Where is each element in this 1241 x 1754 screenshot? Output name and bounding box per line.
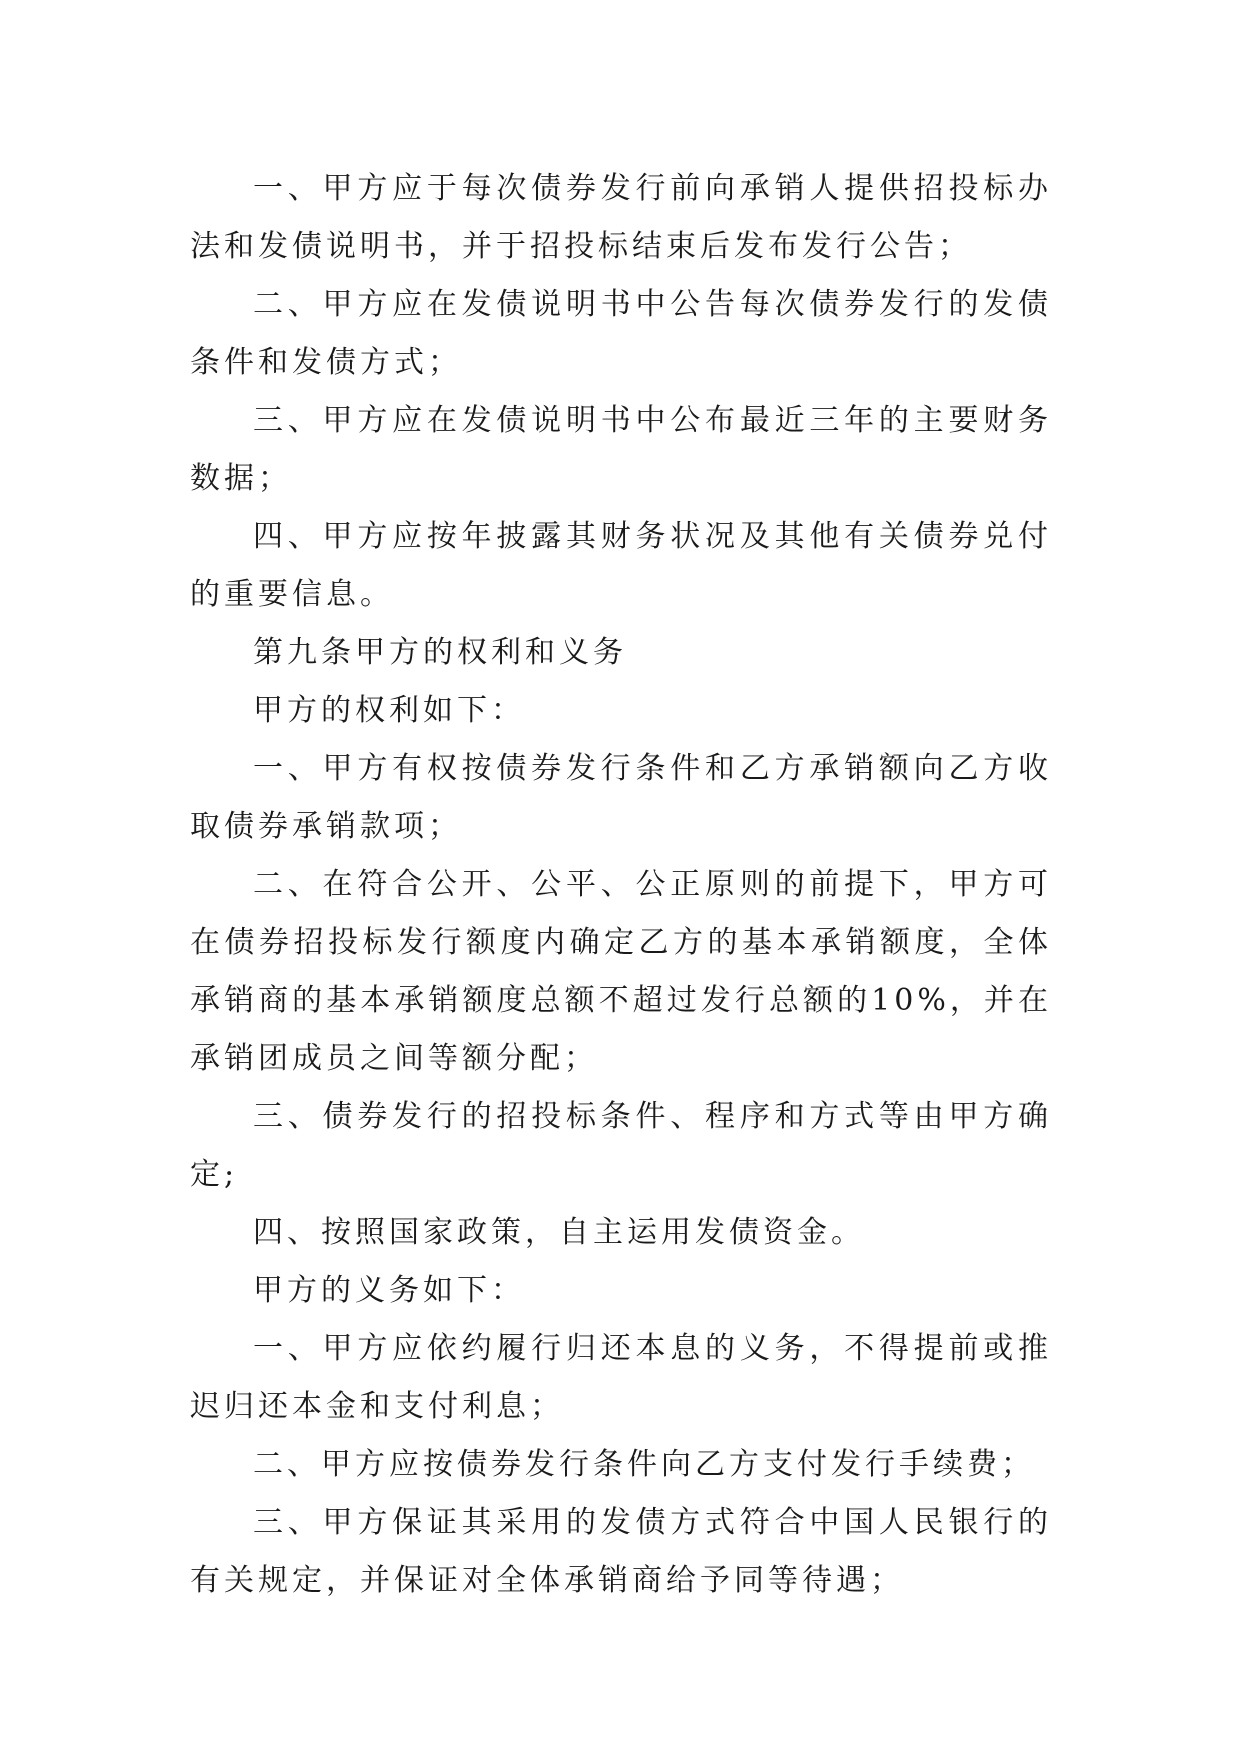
obligation-item-2: 二、甲方应按债券发行条件向乙方支付发行手续费；	[253, 1447, 1035, 1482]
right-item-1: 一、甲方有权按债券发行条件和乙方承销额向乙方收取债券承销款项；	[190, 751, 1052, 844]
paragraph-1: 一、甲方应于每次债券发行前向承销人提供招投标办法和发债说明书，并于招投标结束后发布发行公告；	[190, 171, 1052, 264]
rights-intro: 甲方的权利如下：	[253, 693, 525, 728]
paragraph-4: 四、甲方应按年披露其财务状况及其他有关债券兑付的重要信息。	[190, 519, 1052, 612]
paragraph-3: 三、甲方应在发债说明书中公布最近三年的主要财务数据；	[190, 403, 1052, 496]
right-item-3: 三、债券发行的招投标条件、程序和方式等由甲方确定;	[190, 1099, 1052, 1192]
paragraph-2: 二、甲方应在发债说明书中公告每次债券发行的发债条件和发债方式；	[190, 287, 1052, 380]
document-body	[190, 160, 1052, 1610]
article-heading: 第九条甲方的权利和义务	[253, 635, 627, 670]
obligation-item-1: 一、甲方应依约履行归还本息的义务，不得提前或推迟归还本金和支付利息；	[190, 1331, 1052, 1424]
right-item-2: 二、在符合公开、公平、公正原则的前提下，甲方可在债券招投标发行额度内确定乙方的基本承销额度，全体承销商的基本承销额度总额不超过发行总额的10%，并在承销团成员之间等额分配；	[190, 867, 1052, 1076]
obligations-intro: 甲方的义务如下：	[253, 1273, 525, 1308]
obligation-item-3: 三、甲方保证其采用的发债方式符合中国人民银行的有关规定，并保证对全体承销商给予同等待遇；	[190, 1505, 1052, 1598]
right-item-4: 四、按照国家政策，自主运用发债资金。	[253, 1215, 865, 1250]
